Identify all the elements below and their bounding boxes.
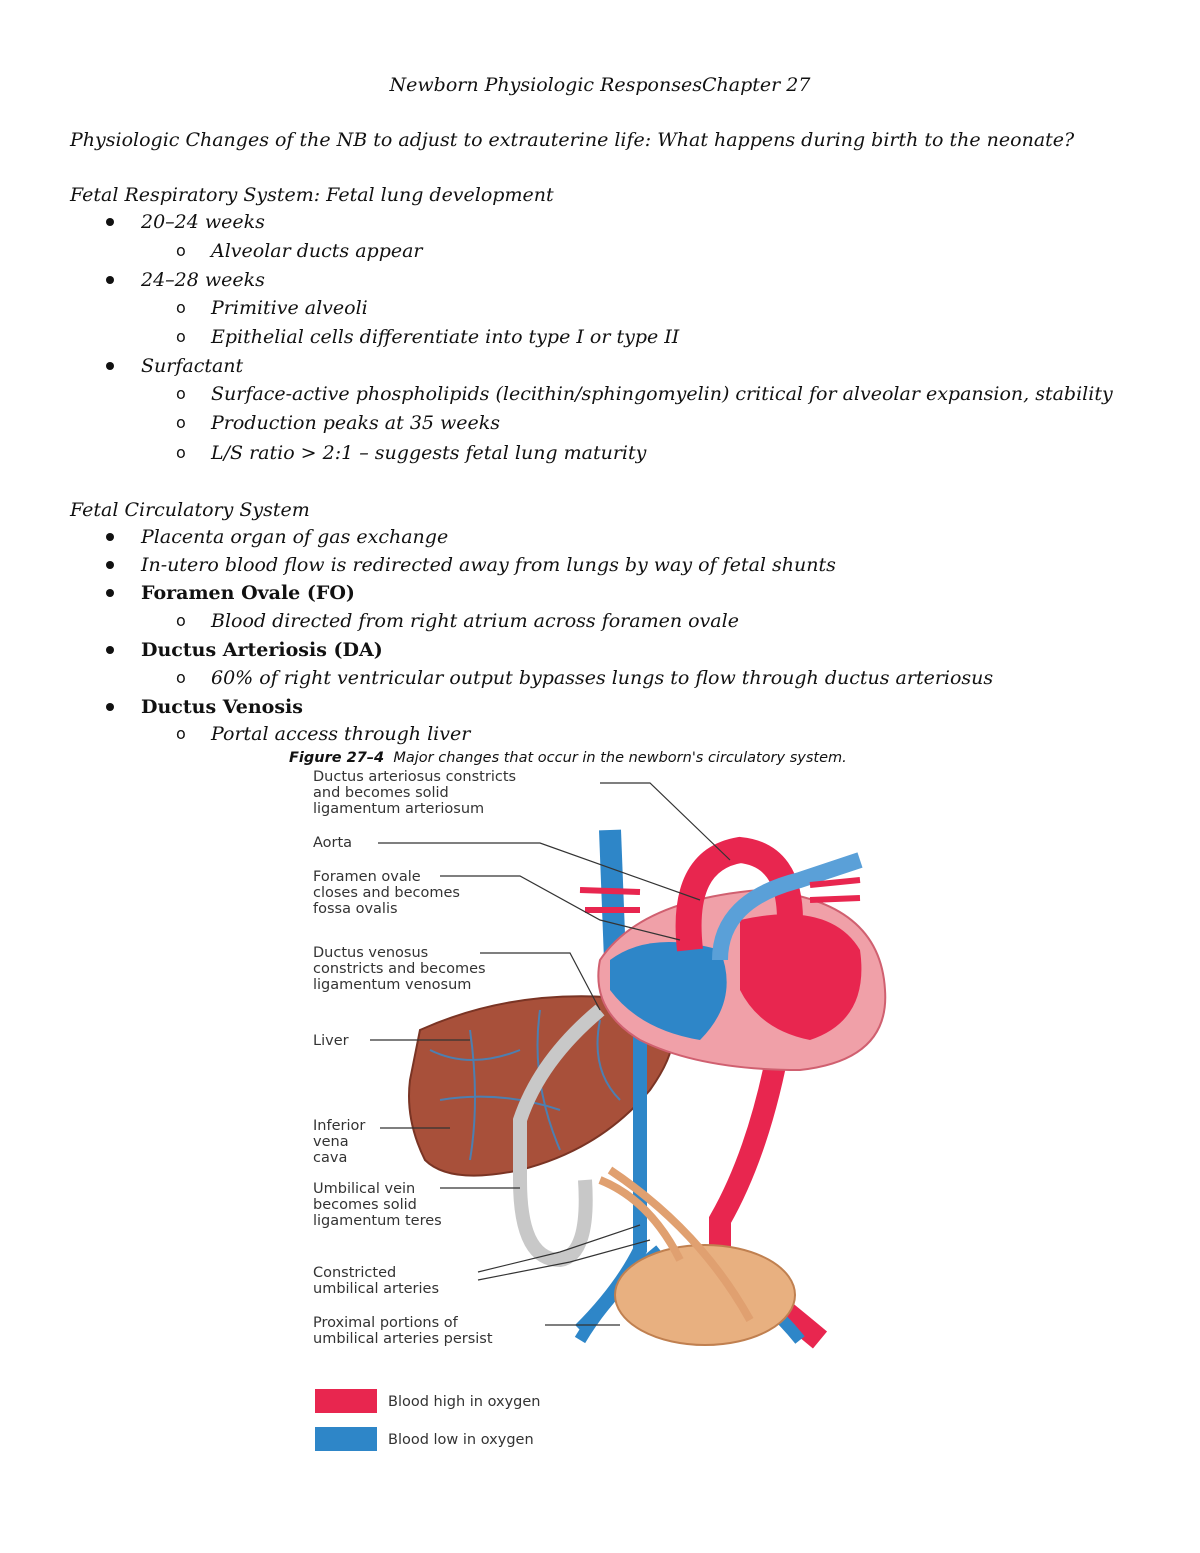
intro-question: Physiologic Changes of the NB to adjust to extrauterine life: What happens during birth to the neonate? [70, 129, 1075, 151]
circle-bullet-icon: o [176, 241, 186, 260]
pulmonary-branches [810, 880, 860, 900]
label-liver: Liver [313, 1033, 349, 1049]
bullet-icon [106, 276, 114, 284]
legend-swatch-high-oxygen [315, 1389, 377, 1413]
list-item: Ductus Venosis [141, 696, 303, 718]
circle-bullet-icon: o [176, 443, 186, 462]
respiratory-heading: Fetal Respiratory System: Fetal lung development [70, 184, 554, 206]
label-foramen-ovale: Foramen ovale closes and becomes fossa ovalis [313, 869, 460, 917]
legend-label-high-oxygen: Blood high in oxygen [388, 1394, 541, 1410]
label-umbilical-arteries: Constricted umbilical arteries [313, 1265, 440, 1297]
label-ductus-venosus: Ductus venosus constricts and becomes ligamentum venosum [313, 945, 486, 993]
label-ductus-arteriosus: Ductus arteriosus constricts and becomes solid ligamentum arteriosum [313, 769, 517, 817]
document-title: Newborn Physiologic ResponsesChapter 27 [389, 74, 811, 96]
circle-bullet-icon: o [176, 724, 186, 743]
circle-bullet-icon: o [176, 327, 186, 346]
figure-caption-label: Figure 27–4 [289, 750, 385, 766]
circulatory-heading: Fetal Circulatory System [70, 499, 310, 521]
list-item: Surfactant [141, 355, 244, 377]
figure-caption [289, 750, 847, 766]
bullet-icon [106, 589, 114, 597]
list-item: Placenta organ of gas exchange [141, 526, 449, 548]
circle-bullet-icon: o [176, 298, 186, 317]
sub-list-item: Portal access through liver [211, 723, 471, 745]
legend-swatch-low-oxygen [315, 1427, 377, 1451]
sub-list-item: 60% of right ventricular output bypasses lungs to flow through ductus arteriosus [211, 667, 994, 689]
superior-vena-cava [610, 830, 615, 960]
circle-bullet-icon: o [176, 413, 186, 432]
sub-list-item: Primitive alveoli [211, 297, 368, 319]
bullet-icon [106, 218, 114, 226]
bullet-icon [106, 362, 114, 370]
list-item: In-utero blood flow is redirected away from lungs by way of fetal shunts [141, 554, 836, 576]
list-item: Ductus Arteriosis (DA) [141, 639, 383, 661]
list-item: 20–24 weeks [141, 211, 265, 233]
circle-bullet-icon: o [176, 668, 186, 687]
circle-bullet-icon: o [176, 611, 186, 630]
sub-list-item: Epithelial cells differentiate into type I or type II [211, 326, 680, 348]
figure-caption-text: Major changes that occur in the newborn's circulatory system. [393, 750, 847, 766]
label-proximal-umbilical-arteries: Proximal portions of umbilical arteries persist [313, 1315, 493, 1347]
list-item: Foramen Ovale (FO) [141, 582, 355, 604]
bullet-icon [106, 561, 114, 569]
label-umbilical-vein: Umbilical vein becomes solid ligamentum teres [313, 1181, 442, 1229]
label-aorta: Aorta [313, 835, 353, 851]
sub-list-item: L/S ratio > 2:1 – suggests fetal lung maturity [211, 442, 647, 464]
legend-label-low-oxygen: Blood low in oxygen [388, 1432, 534, 1448]
sub-list-item: Production peaks at 35 weeks [211, 412, 501, 434]
circle-bullet-icon: o [176, 384, 186, 403]
circulatory-diagram [300, 766, 940, 1456]
bullet-icon [106, 533, 114, 541]
sub-list-item: Alveolar ducts appear [211, 240, 423, 262]
sub-list-item: Surface-active phospholipids (lecithin/sphingomyelin) critical for alveolar expansion, stability [211, 383, 1113, 405]
bullet-icon [106, 646, 114, 654]
bullet-icon [106, 703, 114, 711]
sub-list-item: Blood directed from right atrium across foramen ovale [211, 610, 739, 632]
label-inferior-vena-cava: Inferior vena cava [313, 1118, 366, 1166]
list-item: 24–28 weeks [141, 269, 265, 291]
